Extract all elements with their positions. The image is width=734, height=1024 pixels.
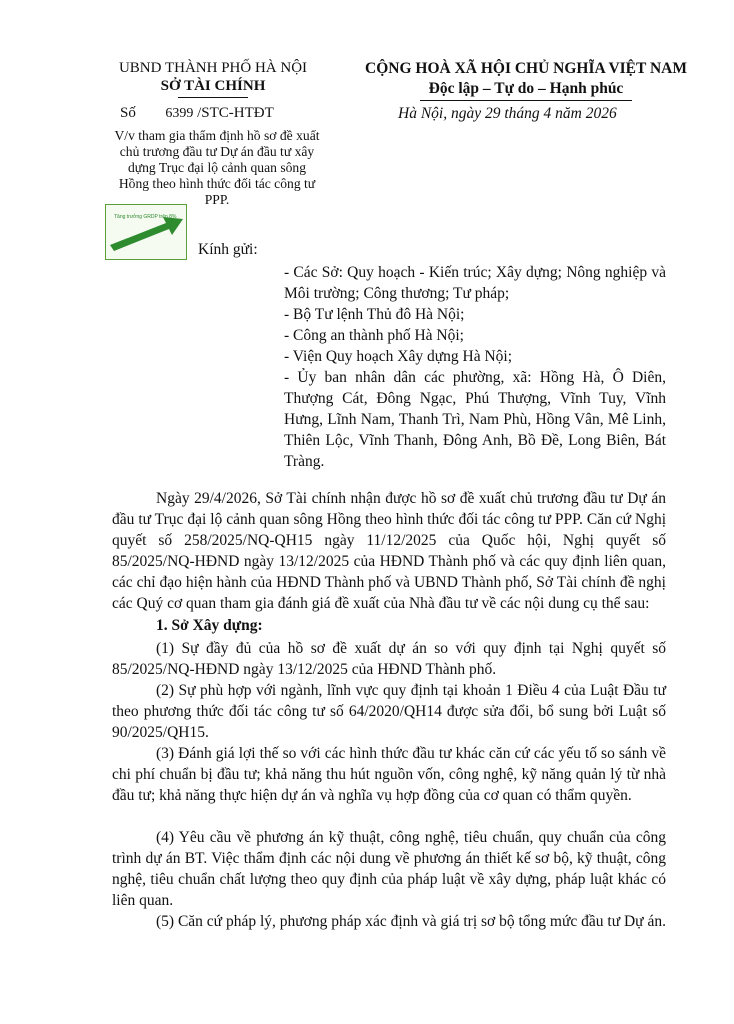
item-4: (4) Yêu cầu về phương án kỹ thuật, công nghệ, tiêu chuẩn, quy chuẩn của công trình dự án BT. Việc thẩm định các nội dung về phương án thiết kế sơ bộ, kỹ thuật, công nghệ, tiêu chuẩn chất lượng theo quy định của pháp luật về xây dựng, pháp luật khác có liên quan. — [112, 829, 666, 909]
growth-logo — [105, 204, 187, 260]
department-name: SỞ TÀI CHÍNH — [160, 78, 266, 94]
national-title: CỘNG HOÀ XÃ HỘI CHỦ NGHĨA VIỆT NAM — [365, 60, 687, 77]
intro-paragraph: Ngày 29/4/2026, Sở Tài chính nhận được hồ sơ đề xuất chủ trương đầu tư Dự án đầu tư Trục đại lộ cảnh quan sông Hồng theo hình thức đối tác công tư PPP. Căn cứ Nghị quyết số 258/2025/NQ-QH15 ngày 11/12/2025 của Quốc hội, Nghị quyết số 85/2025/NQ-HĐND ngày 13/12/2025 của HĐND Thành phố và các quy định liên quan, các chỉ đạo hiện hành của HĐND Thành phố và UBND Thành phố, Sở Tài chính đề nghị các Quý cơ quan tham gia đánh giá đề xuất của Nhà đầu tư về các nội dung cụ thể sau: — [112, 490, 666, 612]
document-number — [120, 105, 274, 122]
recipient-item-4: - Viện Quy hoạch Xây dựng Hà Nội; — [284, 348, 513, 365]
so-number: 6399 — [165, 106, 194, 121]
department-underline — [178, 97, 248, 98]
national-motto: Độc lập – Tự do – Hạnh phúc — [428, 80, 624, 97]
recipient-item-5: - Ủy ban nhân dân các phường, xã: Hồng Hà, Ô Diên, Thượng Cát, Đông Ngạc, Phú Thượng, Vĩnh Tuy, Vĩnh Hưng, Lĩnh Nam, Thanh Trì, Nam Phù, Hồng Vân, Mê Linh, Thiên Lộc, Vĩnh Thanh, Đông Anh, Bồ Đề, Long Biên, Bát Tràng. — [284, 369, 666, 470]
section-title: 1. Sở Xây dựng: — [156, 617, 263, 634]
item-3: (3) Đánh giá lợi thế so với các hình thức đầu tư khác căn cứ các yếu tố so sánh về chi phí chuẩn bị đầu tư; khả năng thu hút nguồn vốn, công nghệ, kỹ năng quản lý từ nhà đầu tư; khả năng thực hiện dự án và nghĩa vụ hợp đồng của cơ quan có thẩm quyền. — [112, 745, 666, 804]
recipient-item-1: - Các Sở: Quy hoạch - Kiến trúc; Xây dựng; Nông nghiệp và Môi trường; Công thương; Tư pháp; — [284, 264, 666, 302]
recipient-item-2: - Bộ Tư lệnh Thủ đô Hà Nội; — [284, 306, 465, 323]
so-label: Số — [120, 105, 136, 121]
item-5: (5) Căn cứ pháp lý, phương pháp xác định và giá trị sơ bộ tổng mức đầu tư Dự án. — [156, 913, 666, 930]
motto-underline — [420, 100, 632, 101]
logo-caption: Tăng trưởng GRDP trên 8% — [114, 214, 177, 220]
agency-name: UBND THÀNH PHỐ HÀ NỘI — [118, 60, 308, 76]
arrow-icon — [106, 205, 186, 259]
so-code: /STC-HTĐT — [197, 105, 274, 121]
date-line: Hà Nội, ngày 29 tháng 4 năm 2026 — [398, 105, 617, 122]
item-2: (2) Sự phù hợp với ngành, lĩnh vực quy định tại khoản 1 Điều 4 của Luật Đầu tư theo phương thức đối tác công tư số 64/2020/QH14 được sửa đổi, bổ sung bởi Luật số 90/2025/QH15. — [112, 682, 666, 741]
subject-line: V/v tham gia thẩm định hồ sơ đề xuất chủ trương đầu tư Dự án đầu tư xây dựng Trục đại lộ cảnh quan sông Hồng theo hình thức đối tác công tư PPP. — [114, 128, 320, 207]
recipient-item-3: - Công an thành phố Hà Nội; — [284, 327, 464, 344]
item-1: (1) Sự đầy đủ của hồ sơ đề xuất dự án so với quy định tại Nghị quyết số 85/2025/NQ-HĐND ngày 13/12/2025 của HĐND Thành phố. — [112, 640, 666, 678]
greeting: Kính gửi: — [198, 241, 258, 258]
